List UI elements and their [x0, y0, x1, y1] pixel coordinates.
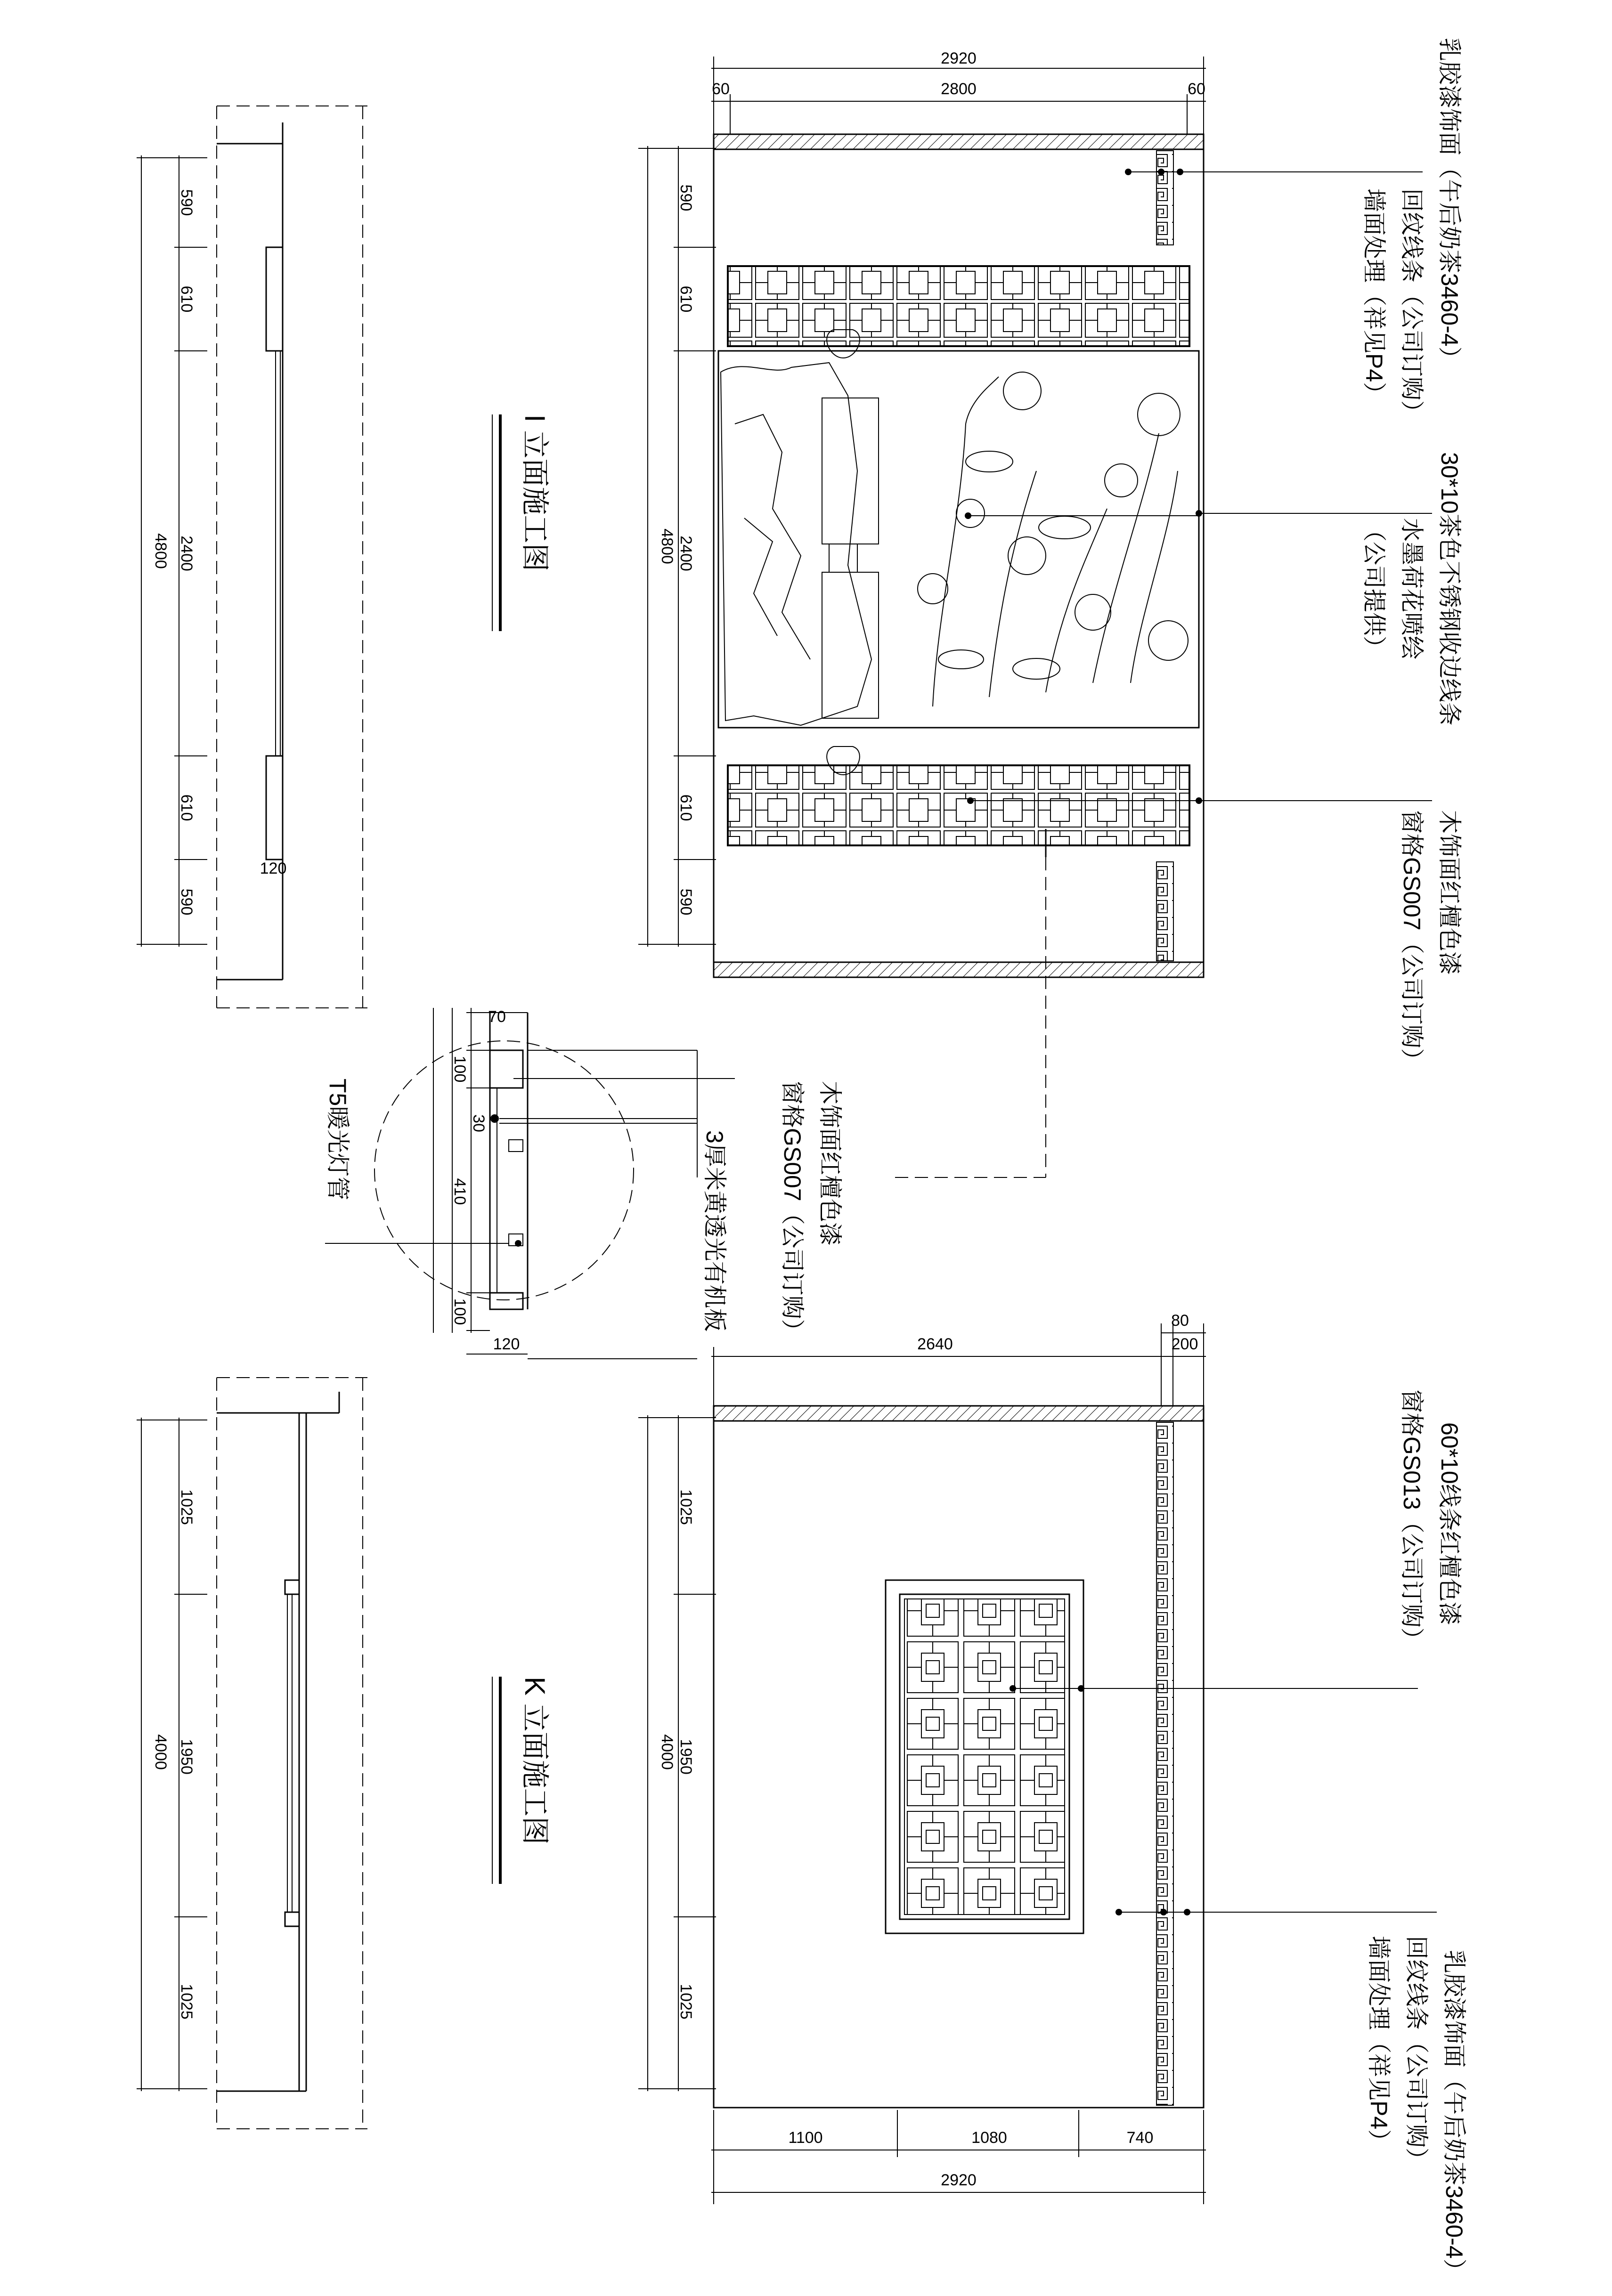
label-i-company-supplied: （公司提供） [1361, 518, 1387, 659]
dim-detail-100a: 100 [451, 1055, 469, 1083]
label-k-latex-paint: 乳胶漆饰面（午后奶茶3460-4） [1441, 1950, 1467, 2282]
lotus-painting-panel [718, 330, 1199, 775]
label-k-wall-treatment: 墙面处理（祥见P4） [1366, 1936, 1392, 2153]
lotus-flowers [918, 372, 1188, 679]
dim-is-seg3-2400: 2400 [178, 535, 195, 571]
title-elevation-i: I 立面施工图 [519, 414, 551, 572]
dim-i-total-4800: 4800 [658, 528, 676, 564]
elevation-k-section [137, 1378, 367, 2129]
elevation-i [492, 38, 1463, 1177]
dim-is-seg5-590: 590 [178, 888, 195, 916]
elevation-i-side-dimensions [638, 146, 716, 947]
label-i-fret-molding: 回纹线条（公司订购） [1399, 188, 1425, 424]
dim-k-80: 80 [1171, 1312, 1189, 1330]
dim-k-total-4000: 4000 [658, 1734, 676, 1770]
dim-i-overall-2920: 2920 [941, 49, 977, 67]
elevation-i-section [137, 106, 367, 1008]
dim-i-seg1-590: 590 [677, 184, 695, 211]
dim-ks-seg3-1025: 1025 [178, 1984, 195, 2020]
dim-i-seg5-590: 590 [677, 888, 695, 916]
lattice-panel-top [728, 266, 1189, 346]
label-i-lotus-painting: 水墨荷花喷绘 [1399, 518, 1425, 659]
title-elevation-k: K 立面施工图 [519, 1677, 551, 1845]
dim-k-seg3-1025: 1025 [677, 1984, 695, 2020]
label-i-wood-finish: 木饰面红檀色漆 [1436, 810, 1463, 975]
label-i-lattice: 窗格GS007（公司订购） [1399, 810, 1425, 1072]
dim-is-seg4-610: 610 [178, 794, 195, 821]
dim-k-seg1-1025: 1025 [677, 1489, 695, 1525]
dim-detail-100b: 100 [451, 1298, 469, 1325]
dim-k-bottom-1080: 1080 [971, 2129, 1007, 2147]
lattice-panel-k [886, 1580, 1083, 1933]
label-detail-t5-lamp: T5暖光灯管 [325, 1079, 351, 1201]
label-i-wall-treatment: 墙面处理（祥见P4） [1361, 188, 1387, 406]
dim-k-bottom-2920: 2920 [941, 2171, 977, 2189]
fret-molding-strip-k [1156, 1422, 1173, 2105]
dim-k-bottom-1100: 1100 [788, 2129, 823, 2147]
label-i-latex-paint: 乳胶漆饰面（午后奶茶3460-4） [1436, 38, 1463, 370]
label-detail-wood-finish: 木饰面红檀色漆 [817, 1081, 843, 1246]
dim-k-2640: 2640 [917, 1335, 953, 1353]
detail-callout [325, 1008, 843, 1359]
fret-molding-strip-bottom [1156, 862, 1173, 961]
dim-i-middle-2800: 2800 [941, 80, 977, 98]
label-detail-lattice: 窗格GS007（公司订购） [779, 1081, 806, 1343]
dim-k-bottom-740: 740 [1126, 2129, 1154, 2147]
lattice-panel-bottom [728, 765, 1189, 845]
dim-is-total-4800: 4800 [152, 533, 170, 569]
dim-i-seg2-610: 610 [677, 285, 695, 313]
label-k-fret-molding: 回纹线条（公司订购） [1403, 1936, 1430, 2171]
dim-k-200: 200 [1171, 1335, 1198, 1353]
dim-detail-120: 120 [493, 1335, 520, 1353]
dim-detail-410: 410 [451, 1178, 469, 1205]
elevation-k [492, 1312, 1467, 2282]
dim-ks-total-4000: 4000 [152, 1734, 170, 1770]
elevation-k-leaders [1010, 1685, 1437, 1915]
dim-detail-70: 70 [488, 1008, 506, 1026]
label-k-lattice-gs013: 窗格GS013（公司订购） [1399, 1389, 1425, 1651]
dim-ks-seg2-1950: 1950 [178, 1739, 195, 1775]
label-detail-acrylic: 3厚米黄透光有机板 [701, 1130, 728, 1332]
fret-molding-strip-top [1156, 151, 1173, 245]
elevation-k-side-dimensions [638, 1415, 716, 2091]
dim-i-seg3-2400: 2400 [677, 535, 695, 571]
dim-i-seg4-610: 610 [677, 794, 695, 821]
dim-i-left-60: 60 [712, 80, 730, 98]
dim-ks-seg1-1025: 1025 [178, 1489, 195, 1525]
elevation-i-top-dimensions [711, 49, 1206, 134]
dim-detail-30: 30 [470, 1114, 488, 1132]
label-i-steel-trim: 30*10茶色不锈钢收边线条 [1436, 452, 1463, 726]
dim-is-seg1-590: 590 [178, 189, 195, 216]
elevation-i-wall [714, 134, 1204, 977]
elevation-k-bottom-dimensions [711, 2110, 1206, 2204]
dim-is-depth-120: 120 [260, 860, 287, 877]
dim-k-seg2-1950: 1950 [677, 1739, 695, 1775]
dim-is-seg2-610: 610 [178, 285, 195, 313]
dim-i-right-60: 60 [1188, 80, 1205, 98]
label-k-molding-60: 60*10线条红檀色漆 [1436, 1422, 1463, 1625]
